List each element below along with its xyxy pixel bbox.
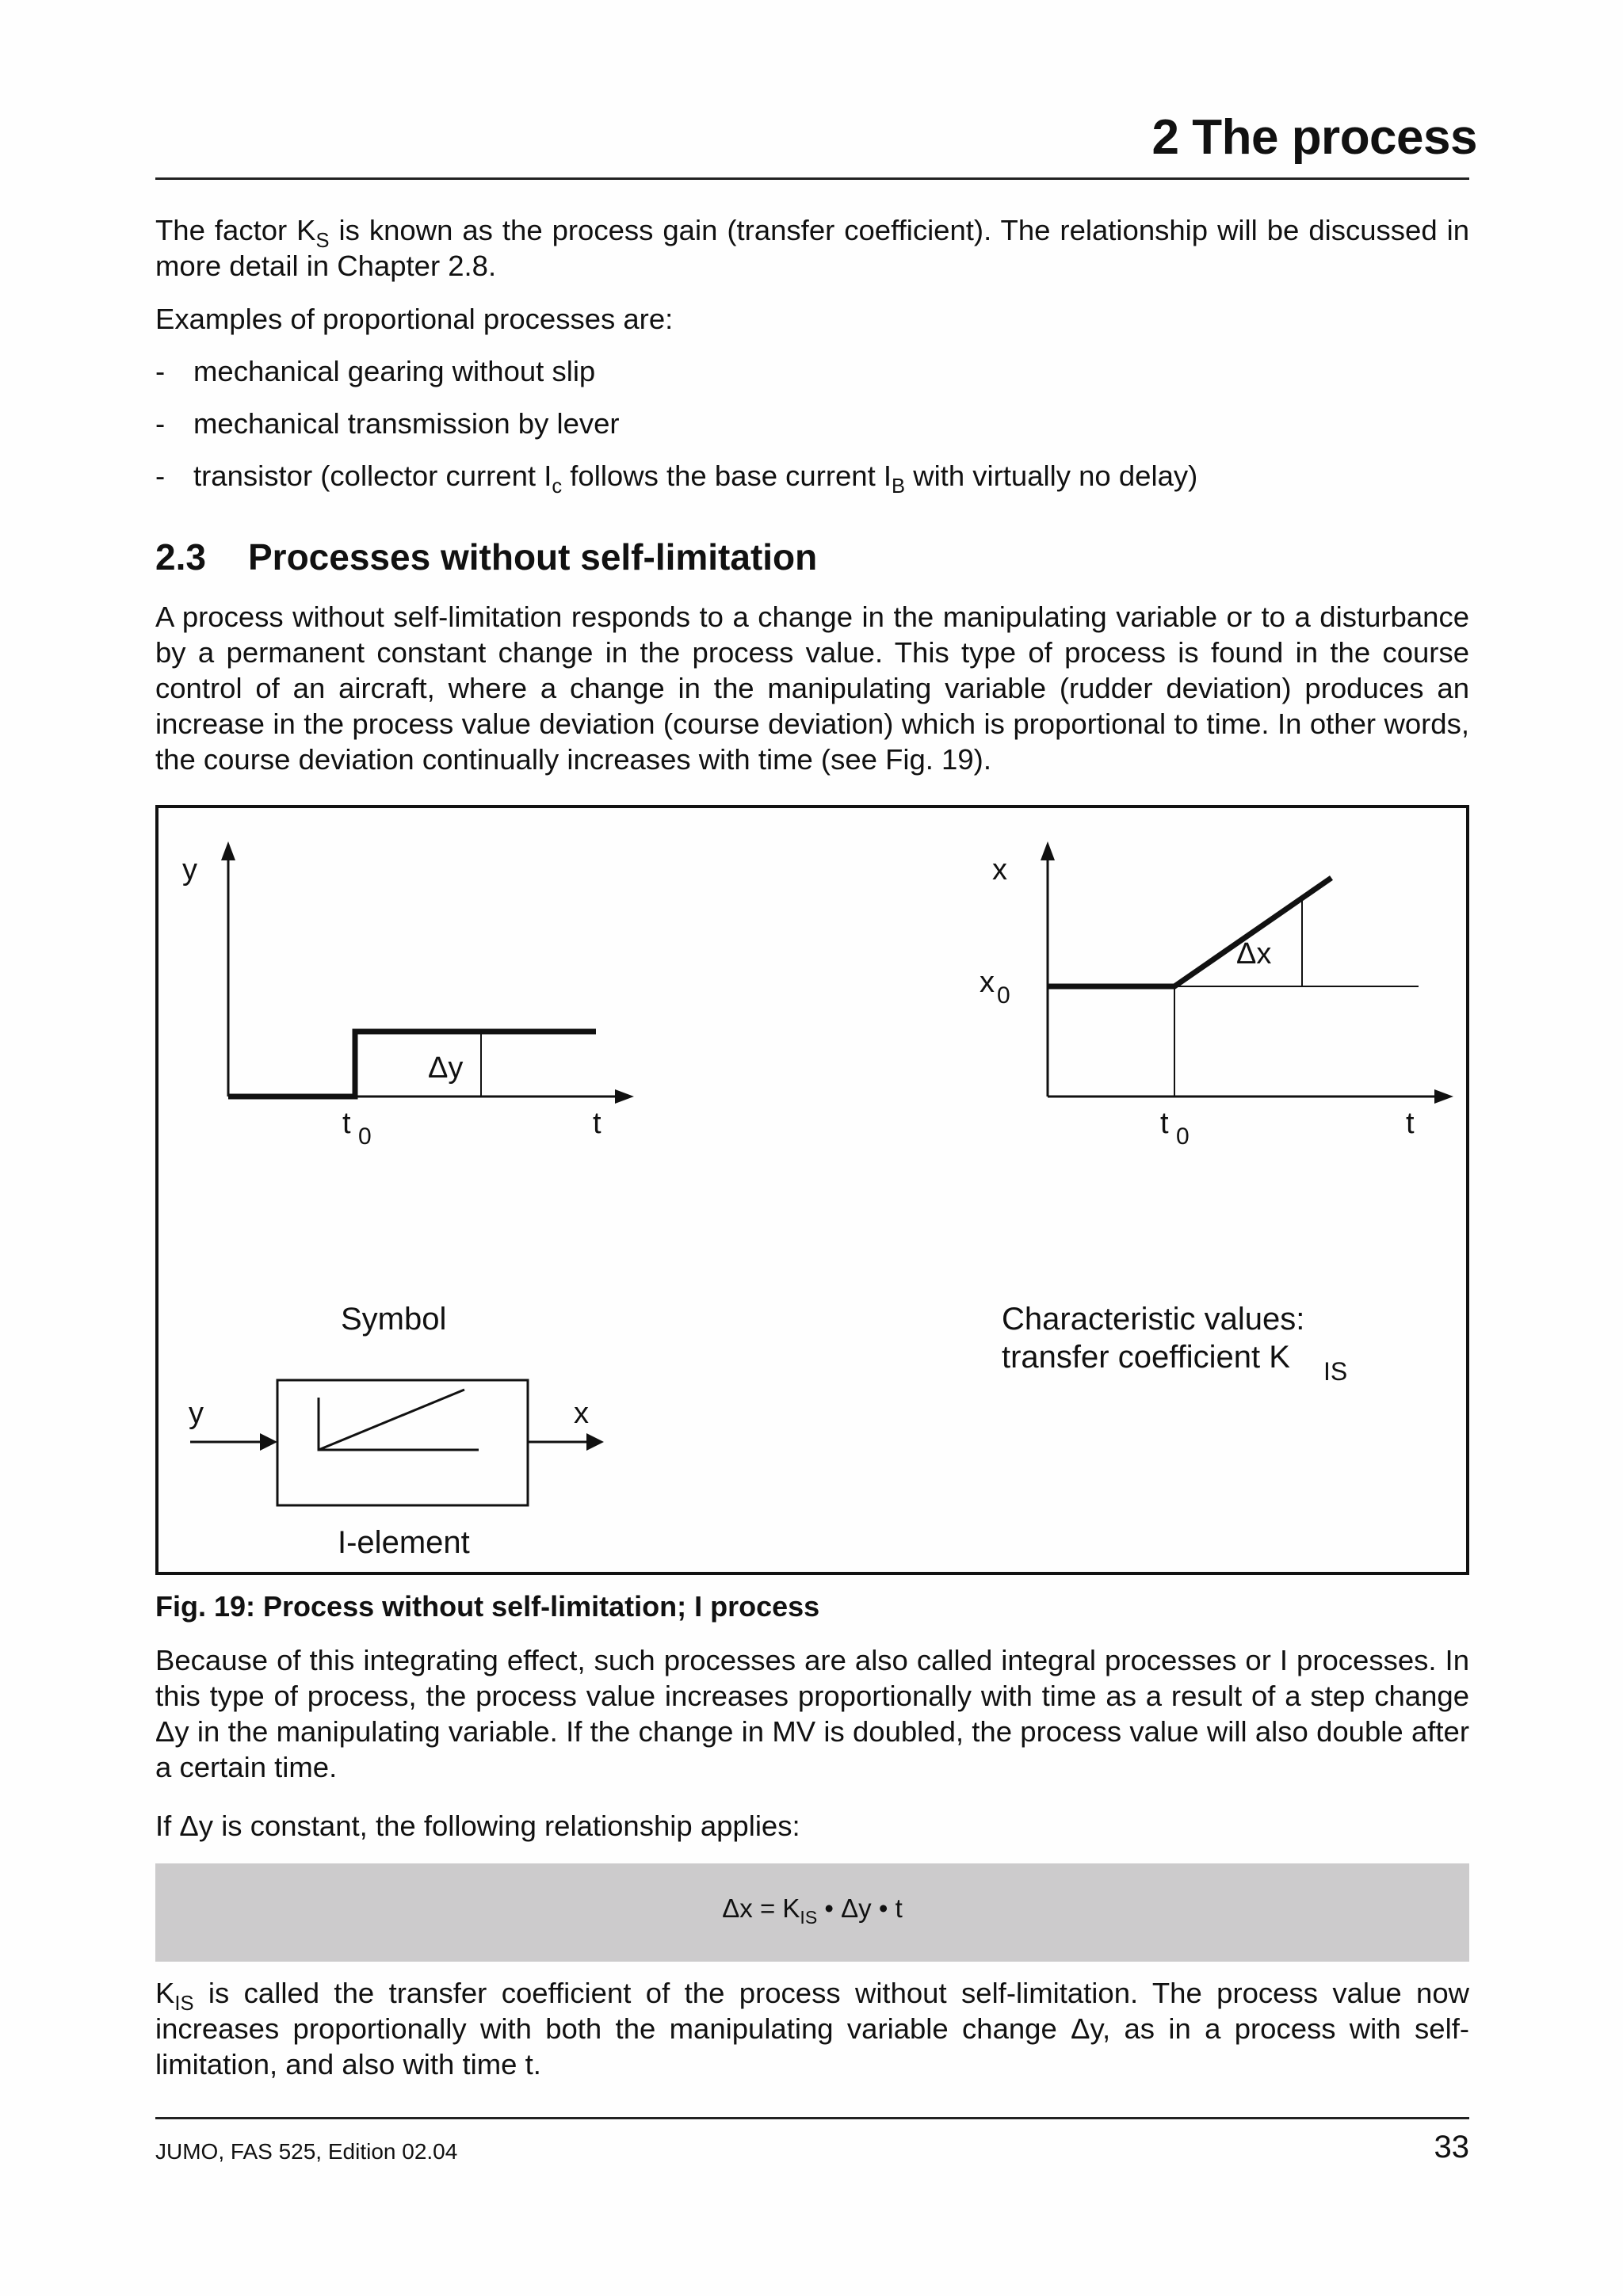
- t0-subscript: 0: [1176, 1123, 1190, 1150]
- symbol-title: Symbol: [341, 1302, 447, 1337]
- t0-label: t: [342, 1107, 351, 1140]
- footer-rule: [155, 2117, 1469, 2119]
- formula: [155, 1894, 1469, 1928]
- list-dash: -: [155, 407, 166, 440]
- section-title: Processes without self-limitation: [248, 536, 818, 578]
- char-line2: transfer coefficient K: [1002, 1340, 1290, 1375]
- examples-lead: Examples of proportional processes are:: [155, 303, 674, 335]
- conclusion-paragraph: [155, 1975, 1469, 2082]
- formula-rhs: • Δy • t: [817, 1894, 903, 1923]
- header-rule: [155, 177, 1469, 180]
- step-input-chart: [182, 841, 634, 1150]
- subscript: B: [892, 475, 906, 498]
- x0-label: x: [980, 966, 995, 999]
- list-dash: -: [155, 460, 166, 492]
- symbol-name: I-element: [338, 1525, 470, 1560]
- subscript: IS: [174, 1992, 194, 2015]
- body-paragraph: If Δy is constant, the following relationship applies:: [155, 1810, 800, 1842]
- char-subscript: IS: [1323, 1357, 1348, 1386]
- intro-paragraph: [155, 212, 1469, 284]
- arrow-up-icon: [1041, 841, 1055, 860]
- t0-label: t: [1160, 1107, 1169, 1140]
- footer-edition: JUMO, FAS 525, Edition 02.04: [155, 2139, 458, 2164]
- characteristic-values: [1002, 1302, 1347, 1386]
- text: K: [155, 1977, 175, 2009]
- formula-box: [155, 1863, 1469, 1962]
- subscript: c: [552, 475, 563, 498]
- y-axis-label: y: [182, 853, 197, 887]
- i-element-symbol: [189, 1302, 604, 1560]
- figure-caption: Fig. 19: Process without self-limitation; I process: [155, 1590, 820, 1623]
- text: The factor K: [155, 214, 316, 246]
- delta-x-label: Δx: [1236, 937, 1272, 971]
- text: is called the transfer coefficient of the process without self-limitation. The process value now increases proportionally with both the manipulating variable change Δy, as in a process with self-limitation, and also with time t.: [155, 1977, 1469, 2081]
- arrow-up-icon: [221, 841, 235, 860]
- x-axis-label: x: [992, 853, 1007, 887]
- list-text: mechanical gearing without slip: [193, 355, 596, 387]
- list-item: [155, 458, 1198, 498]
- list-text: transistor (collector current I: [193, 460, 552, 492]
- ramp-output-chart: [980, 841, 1453, 1150]
- subscript: S: [315, 229, 330, 252]
- list-text: follows the base current I: [562, 460, 892, 492]
- arrow-right-icon: [260, 1433, 277, 1451]
- arrow-right-icon: [1434, 1089, 1453, 1104]
- page-number: 33: [1434, 2130, 1469, 2164]
- section-heading: [155, 536, 817, 578]
- list-text: mechanical transmission by lever: [193, 407, 620, 440]
- list-text: with virtually no delay): [905, 460, 1198, 492]
- x0-subscript: 0: [997, 982, 1010, 1009]
- figure-diagram: [158, 808, 1466, 1572]
- arrow-right-icon: [615, 1089, 634, 1104]
- list-dash: -: [155, 355, 166, 387]
- section-number: 2.3: [155, 536, 206, 578]
- list-item: [155, 353, 595, 389]
- list-item: [155, 406, 620, 441]
- text: is known as the process gain (transfer coefficient). The relationship will be discussed in more detail in Chapter 2.8.: [155, 214, 1470, 282]
- symbol-output-label: x: [574, 1397, 589, 1430]
- figure-19: [155, 805, 1469, 1575]
- arrow-right-icon: [586, 1433, 604, 1451]
- formula-lhs: Δx = K: [722, 1894, 800, 1923]
- t-axis-label: t: [593, 1107, 601, 1140]
- section-paragraph: A process without self-limitation responds to a change in the manipulating variable or to a disturbance by a permanent constant change in the process value. This type of process is found in the course control of an aircraft, where a change in the manipulating variable (rudder deviation) produces an increase in the process value deviation (course deviation) which is proportional to time. In other words, the course deviation continually increases with time (see Fig. 19).: [155, 601, 1469, 776]
- char-line1: Characteristic values:: [1002, 1302, 1305, 1337]
- body-paragraph: Because of this integrating effect, such processes are also called integral processes or I processes. In this type of process, the process value increases proportionally with time as a result of a step change Δy in the manipulating variable. If the change in MV is doubled, the process value will also double after a certain time.: [155, 1644, 1469, 1783]
- symbol-input-label: y: [189, 1397, 204, 1430]
- t0-subscript: 0: [358, 1123, 372, 1150]
- delta-y-label: Δy: [428, 1051, 464, 1085]
- formula-subscript: IS: [800, 1907, 818, 1928]
- chapter-title: 2 The process: [1151, 110, 1477, 165]
- t-axis-label: t: [1406, 1107, 1415, 1140]
